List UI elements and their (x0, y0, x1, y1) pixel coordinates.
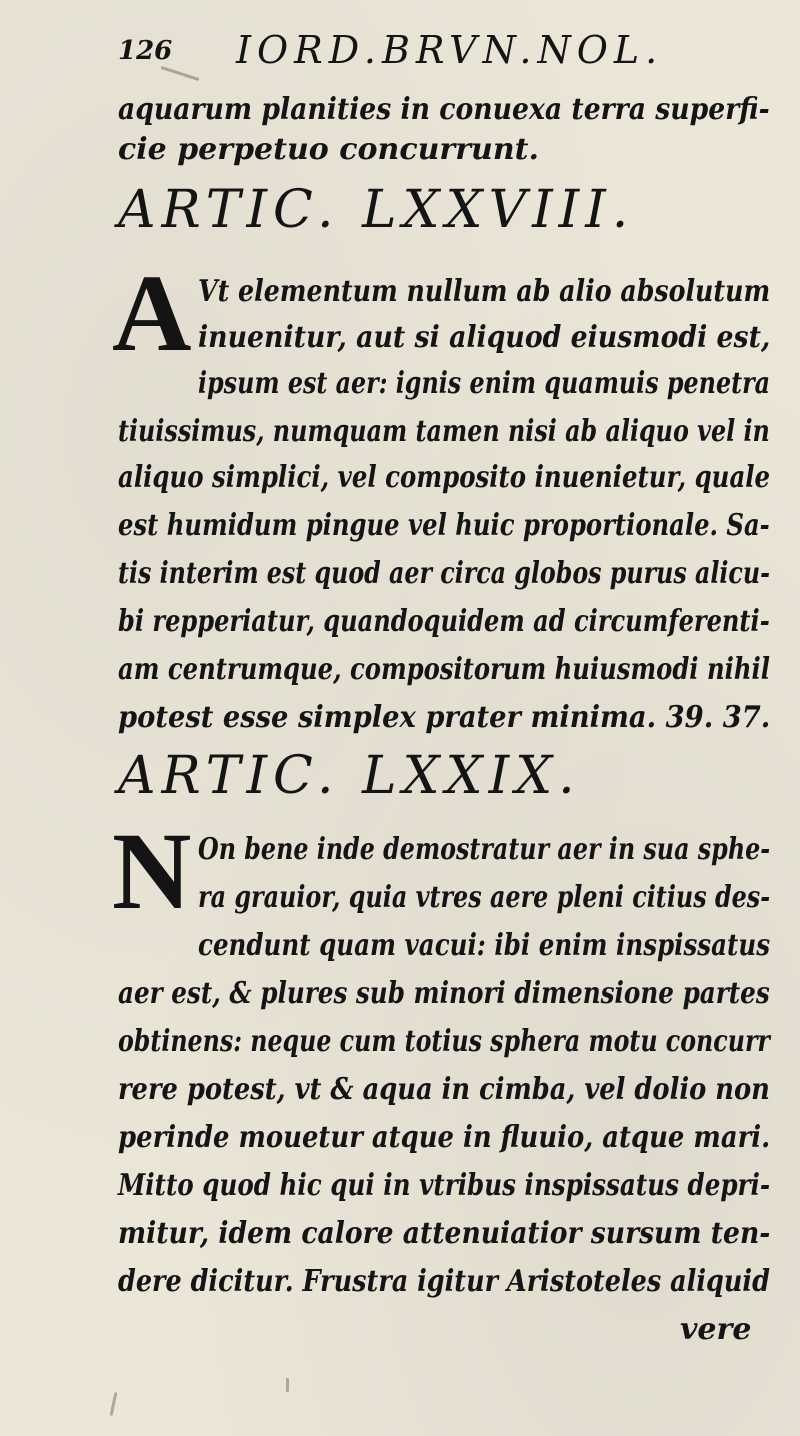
article-79-line: obtinens: neque cum totius sphera motu concurr (118, 1024, 770, 1059)
article-78-line: tiuissimus, numquam tamen nisi ab aliquo vel in (118, 414, 770, 449)
article-78-line: Vt elementum nullum ab alio absolutum (198, 274, 771, 309)
running-head (118, 28, 718, 78)
catchword: vere (680, 1312, 752, 1347)
article-78-dropcap: A (112, 252, 192, 374)
article-78-line: est humidum pingue vel huic proportionale. Sa- (118, 508, 770, 543)
article-78-line: potest esse simplex prater minima. 39. 37. (118, 700, 771, 735)
article-79-line: ra grauior, quia vtres aere pleni citius des- (198, 880, 771, 915)
article-79-line: rere potest, vt & aqua in cimba, vel dolio non (118, 1072, 770, 1107)
article-78-line: inuenitur, aut si aliquod eiusmodi est, (198, 320, 771, 355)
article-79-line: Mitto quod hic qui in vtribus inspissatus depri- (118, 1168, 771, 1203)
page-number: 126 (118, 36, 173, 66)
ink-smudge (286, 1378, 289, 1392)
article-79-line: cendunt quam vacui: ibi enim inspissatus (198, 928, 771, 963)
intro-line: cie perpetuo concurrunt. (118, 132, 539, 167)
article-78-line: am centrumque, compositorum huiusmodi nihil (118, 652, 770, 687)
article-78-heading: ARTIC. LXXVIII. (118, 180, 635, 240)
article-78-line: bi repperiatur, quandoquidem ad circumferenti- (118, 604, 770, 639)
article-79-line: aer est, & plures sub minori dimensione partes (118, 976, 770, 1011)
article-78-line: aliquo simplici, vel composito inuenietur, quale (118, 460, 771, 495)
article-79-line: perinde mouetur atque in fluuio, atque mari. (118, 1120, 771, 1155)
article-79-heading: ARTIC. LXXIX. (118, 746, 581, 806)
article-79-dropcap: N (112, 810, 192, 932)
article-78-line: tis interim est quod aer circa globos purus alicu- (118, 556, 770, 591)
article-79-line: dere dicitur. Frustra igitur Aristoteles aliquid (118, 1264, 770, 1299)
article-78-line: ipsum est aer: ignis enim quamuis penetra (198, 366, 771, 401)
running-title: IORD.BRVN.NOL. (236, 28, 664, 72)
article-79-line: On bene inde demostratur aer in sua sphe- (198, 832, 771, 867)
ink-smudge (110, 1392, 118, 1416)
article-79-line: mitur, idem calore attenuiatior sursum ten- (118, 1216, 771, 1251)
intro-line: aquarum planities in conuexa terra superfi- (118, 92, 770, 127)
